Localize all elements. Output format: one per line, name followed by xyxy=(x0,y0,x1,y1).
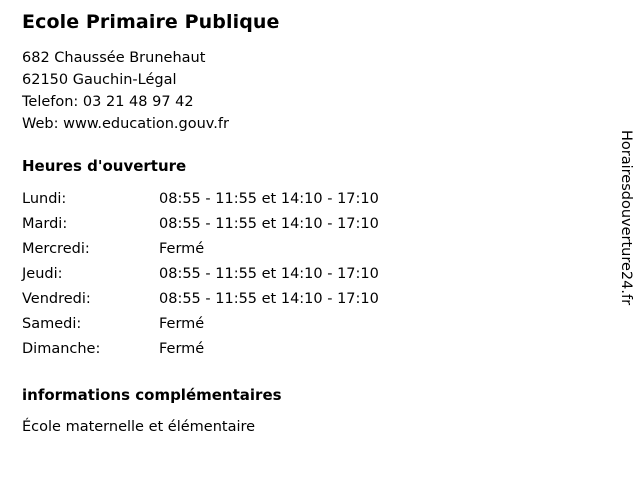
address-line-city: 62150 Gauchin-Légal xyxy=(22,72,177,88)
additional-info-text: École maternelle et élémentaire xyxy=(22,419,256,435)
business-info-block xyxy=(22,10,582,437)
day-label-tuesday: Mardi: xyxy=(22,216,68,232)
day-label-monday: Lundi: xyxy=(22,191,67,207)
phone-line: Telefon: 03 21 48 97 42 xyxy=(22,94,194,110)
watermark-label: Horairesdouverture24.fr xyxy=(618,130,634,306)
opening-hours-table xyxy=(22,189,379,364)
day-label-thursday: Jeudi: xyxy=(22,266,63,282)
day-label-friday: Vendredi: xyxy=(22,291,91,307)
table-row xyxy=(22,339,379,364)
day-hours-tuesday: 08:55 - 11:55 et 14:10 - 17:10 xyxy=(159,216,379,232)
table-row xyxy=(22,189,379,214)
address-line-street: 682 Chaussée Brunehaut xyxy=(22,50,206,66)
day-label-sunday: Dimanche: xyxy=(22,341,101,357)
table-row xyxy=(22,314,379,339)
table-row xyxy=(22,289,379,314)
day-hours-friday: 08:55 - 11:55 et 14:10 - 17:10 xyxy=(159,291,379,307)
opening-hours-heading: Heures d'ouverture xyxy=(22,157,187,175)
website-line: Web: www.education.gouv.fr xyxy=(22,116,229,132)
table-row xyxy=(22,214,379,239)
day-hours-thursday: 08:55 - 11:55 et 14:10 - 17:10 xyxy=(159,266,379,282)
day-hours-saturday: Fermé xyxy=(159,316,205,332)
table-row xyxy=(22,264,379,289)
day-hours-wednesday: Fermé xyxy=(159,241,205,257)
day-label-wednesday: Mercredi: xyxy=(22,241,90,257)
day-hours-monday: 08:55 - 11:55 et 14:10 - 17:10 xyxy=(159,191,379,207)
table-row xyxy=(22,239,379,264)
additional-info-heading: informations complémentaires xyxy=(22,386,282,404)
day-label-saturday: Samedi: xyxy=(22,316,82,332)
day-hours-sunday: Fermé xyxy=(159,341,205,357)
page-title: Ecole Primaire Publique xyxy=(22,11,280,33)
